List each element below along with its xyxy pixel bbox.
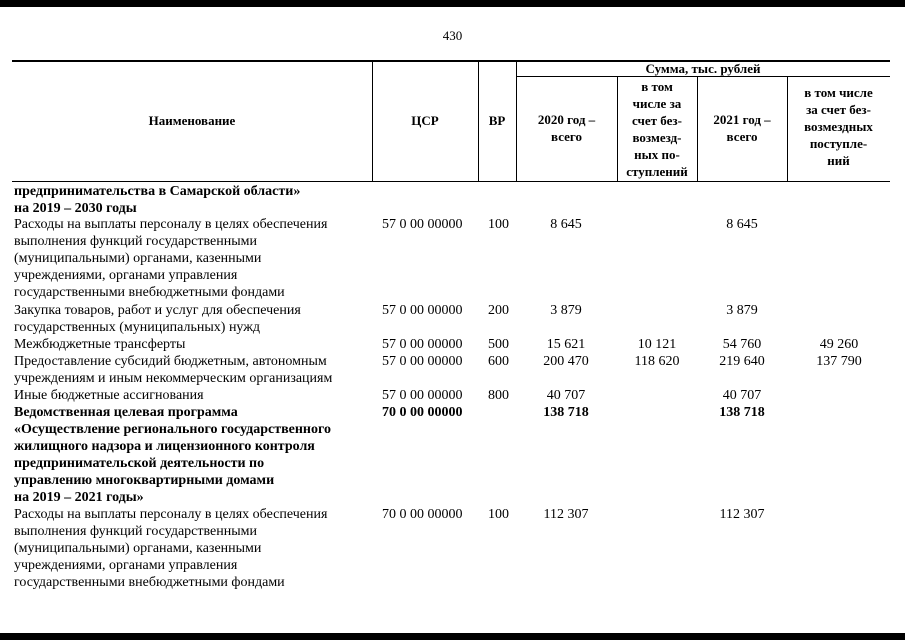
row-2021-free: 49 260 — [819, 337, 859, 352]
row-name-line: на 2019 – 2021 годы» — [14, 490, 144, 505]
header-name: Наименование — [148, 113, 236, 128]
row-2021-total: 138 718 — [719, 405, 765, 420]
header-2021-total-line2: всего — [726, 129, 758, 144]
row-name-line: Расходы на выплаты персоналу в целях обеспечения — [14, 507, 328, 522]
row-name-line: Расходы на выплаты персоналу в целях обеспечения — [14, 217, 328, 232]
row-name — [14, 216, 376, 301]
header-vr: ВР — [488, 113, 506, 128]
header-2020-total — [516, 111, 617, 145]
row-2021-free: 137 790 — [816, 354, 862, 369]
row-name-line: государственными внебюджетными фондами — [14, 285, 285, 300]
row-2020-total: 138 718 — [543, 405, 589, 420]
row-vr: 800 — [488, 388, 509, 403]
row-vr: 100 — [488, 217, 509, 232]
row-name — [14, 353, 376, 387]
header-2020-total-line1: 2020 год – — [537, 112, 596, 127]
row-name-line: государственных (муниципальных) нужд — [14, 320, 261, 335]
row-2021-total: 112 307 — [719, 507, 765, 522]
header-bottom-rule — [12, 181, 890, 182]
page-number: 430 — [442, 28, 463, 43]
header-2020-free — [617, 78, 697, 180]
row-csr: 57 0 00 00000 — [382, 337, 463, 352]
row-name-line: выполнения функций государственными — [14, 234, 257, 249]
table-row — [0, 216, 905, 301]
table-row — [0, 183, 905, 217]
header-2020-free-line1: в том — [641, 79, 673, 94]
header-2021-free-line4: поступле- — [809, 136, 868, 151]
row-name — [14, 506, 376, 591]
row-name-line: выполнения функций государственными — [14, 524, 257, 539]
row-2020-total: 112 307 — [543, 507, 589, 522]
row-name-line: Закупка товаров, работ и услуг для обеспечения — [14, 303, 301, 318]
row-name — [14, 302, 376, 336]
row-name-line: предпринимательской деятельности по — [14, 456, 265, 471]
row-name-line: учреждениями, органами управления — [14, 558, 238, 573]
row-2020-free: 10 121 — [637, 337, 677, 352]
row-vr: 500 — [488, 337, 509, 352]
top-border — [0, 0, 905, 7]
row-name-line: (муниципальными) органами, казенными — [14, 251, 262, 266]
row-name-line: Иные бюджетные ассигнования — [14, 388, 204, 403]
header-2020-free-line3: счет без- — [632, 113, 682, 128]
header-2020-free-line2: числе за — [632, 96, 682, 111]
row-csr: 57 0 00 00000 — [382, 354, 463, 369]
row-name-line: предпринимательства в Самарской области» — [14, 184, 301, 199]
row-name-line: (муниципальными) органами, казенными — [14, 541, 262, 556]
header-2020-free-line6: ступлений — [626, 164, 688, 179]
row-name-line: Предоставление субсидий бюджетным, автономным — [14, 354, 327, 369]
row-2020-total: 15 621 — [546, 337, 586, 352]
row-vr: 100 — [488, 507, 509, 522]
header-2021-free-line3: возмездных — [804, 119, 873, 134]
header-2020-total-line2: всего — [551, 129, 582, 144]
row-name — [14, 387, 376, 404]
table-row — [0, 353, 905, 387]
row-name-line: управлению многоквартирными домами — [14, 473, 275, 488]
row-csr: 57 0 00 00000 — [382, 388, 463, 403]
row-name — [14, 336, 376, 353]
row-name-line: учреждениями, органами управления — [14, 268, 238, 283]
header-2021-free — [787, 84, 890, 169]
table-row — [0, 302, 905, 336]
header-2021-free-line2: за счет без- — [806, 102, 871, 117]
bottom-border — [0, 633, 905, 640]
row-csr: 57 0 00 00000 — [382, 217, 463, 232]
header-2020-free-line4: возмезд- — [632, 130, 682, 145]
table-row — [0, 506, 905, 591]
row-name-line: на 2019 – 2030 годы — [14, 201, 137, 216]
row-2021-total: 3 879 — [726, 303, 758, 318]
header-2021-free-line5: ний — [827, 153, 850, 168]
row-name-line: учреждениям и иным некоммерческим организациям — [14, 371, 333, 386]
row-name-line: Межбюджетные трансферты — [14, 337, 186, 352]
row-2021-total: 54 760 — [722, 337, 762, 352]
row-name-line: жилищного надзора и лицензионного контроля — [14, 439, 315, 454]
header-csr: ЦСР — [411, 113, 439, 128]
table-row — [0, 404, 905, 506]
row-2020-free: 118 620 — [634, 354, 680, 369]
row-name — [14, 183, 376, 217]
row-csr: 70 0 00 00000 — [382, 405, 463, 420]
table-row — [0, 387, 905, 404]
row-vr: 200 — [488, 303, 509, 318]
header-2021-free-line1: в том числе — [804, 85, 873, 100]
row-2020-total: 200 470 — [543, 354, 589, 369]
row-name-line: государственными внебюджетными фондами — [14, 575, 285, 590]
table-row — [0, 336, 905, 353]
header-sum-group: Сумма, тыс. рублей — [645, 61, 761, 76]
row-csr: 57 0 00 00000 — [382, 303, 463, 318]
row-name-line: Ведомственная целевая программа — [14, 405, 238, 420]
row-2021-total: 219 640 — [719, 354, 765, 369]
row-name — [14, 404, 376, 506]
row-vr: 600 — [488, 354, 509, 369]
header-2021-total — [697, 111, 787, 145]
row-2020-total: 40 707 — [546, 388, 586, 403]
header-2021-total-line1: 2021 год – — [713, 112, 771, 127]
row-2020-total: 3 879 — [550, 303, 582, 318]
row-csr: 70 0 00 00000 — [382, 507, 463, 522]
row-name-line: «Осуществление регионального государственного — [14, 422, 331, 437]
row-2021-total: 40 707 — [722, 388, 762, 403]
header-2020-free-line5: ных по- — [634, 147, 680, 162]
row-2021-total: 8 645 — [726, 217, 758, 232]
row-2020-total: 8 645 — [550, 217, 582, 232]
